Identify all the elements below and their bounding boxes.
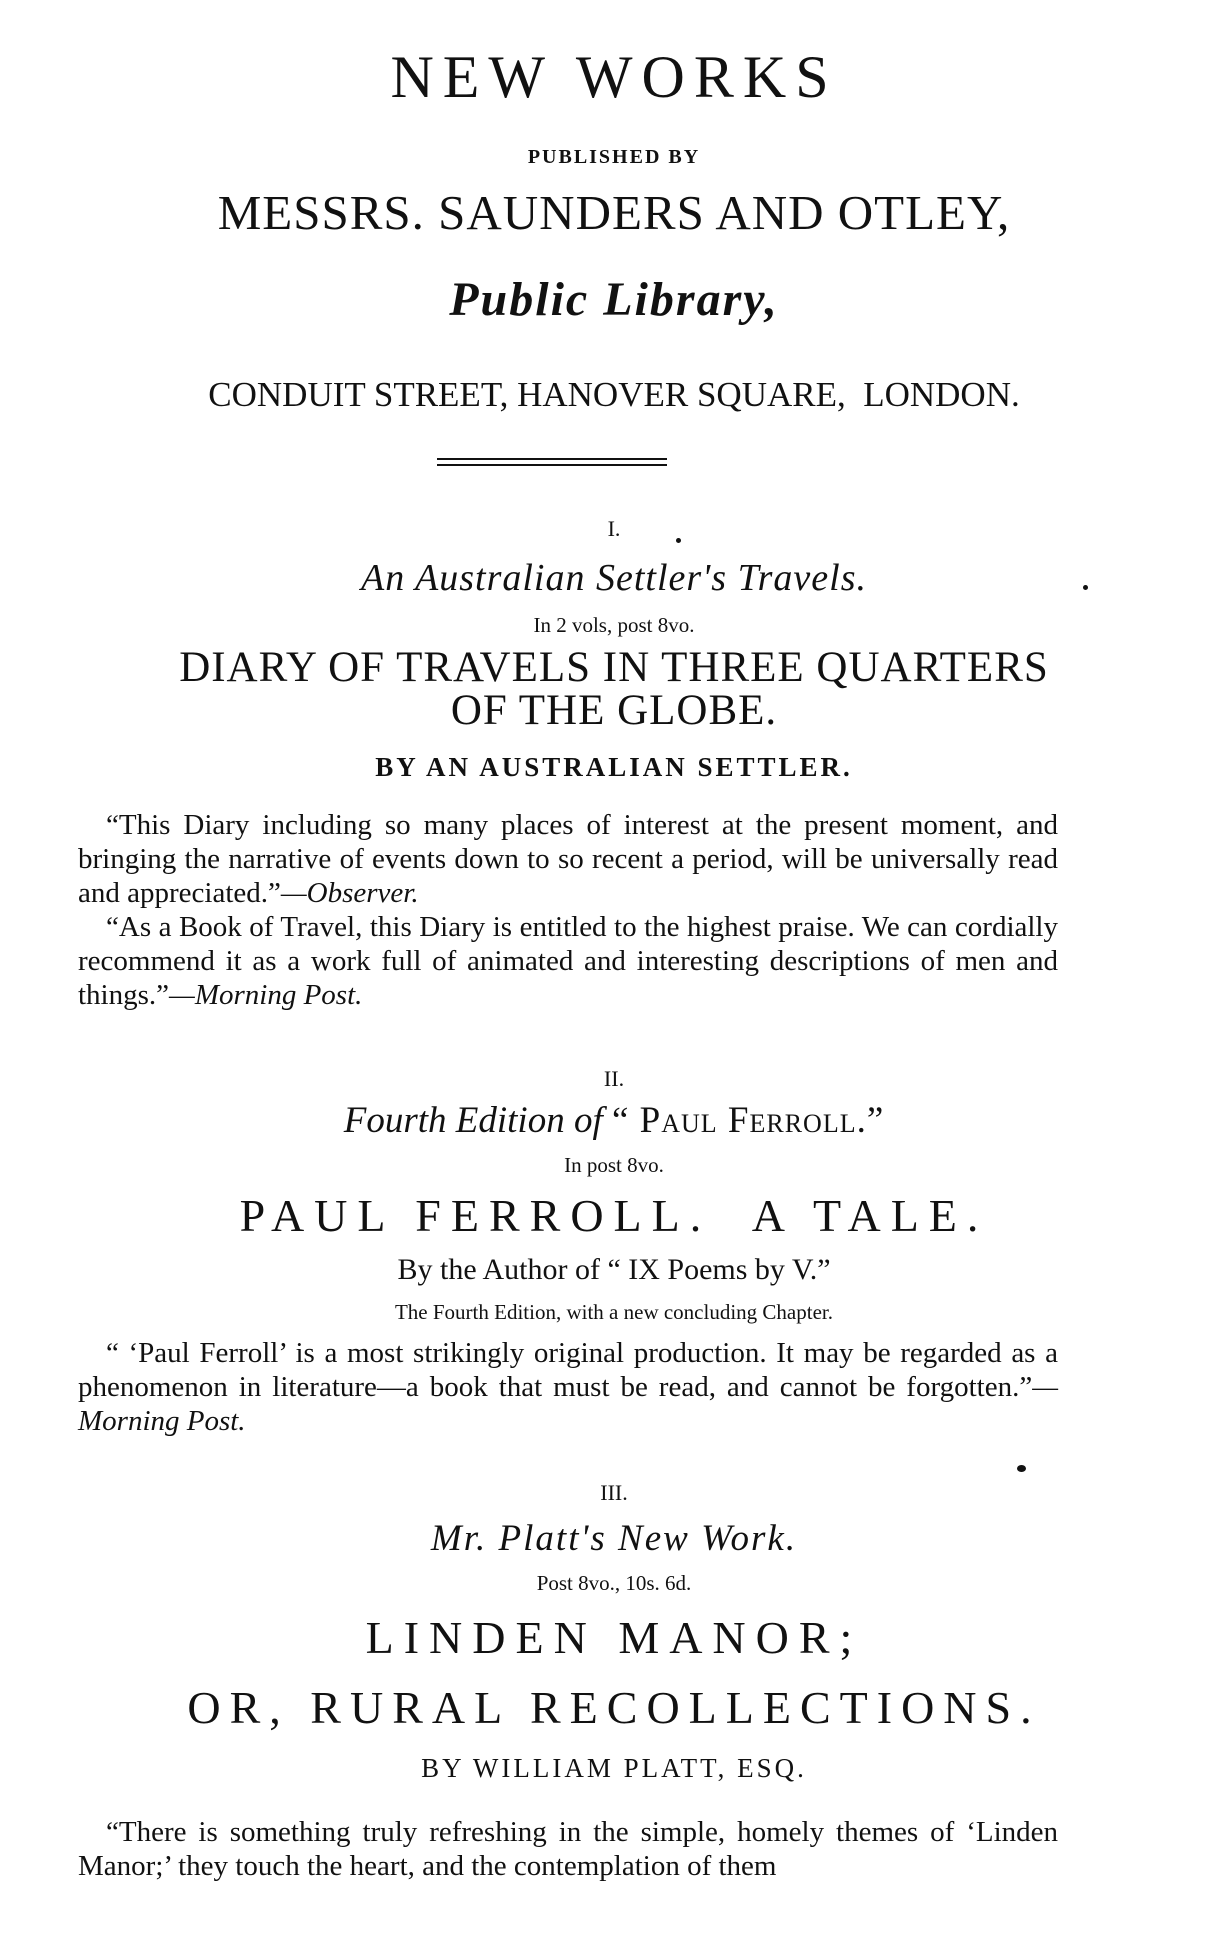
work-edition-note: The Fourth Edition, with a new concluding Chapter. (394, 1300, 833, 1324)
ink-speck (1083, 585, 1088, 590)
double-rule-bottom (437, 464, 667, 466)
work-author: BY AN AUSTRALIAN SETTLER. (375, 752, 853, 782)
review-quote (78, 1815, 1058, 1883)
work-numeral: I. (607, 516, 621, 541)
review-quote (78, 910, 1058, 1012)
work-format: In post 8vo. (564, 1153, 664, 1177)
review-text: “ ‘Paul Ferroll’ is a most strikingly original production. It may be regarded as a phenomenon in literature—a book that must be read, and cannot be forgotten.” (78, 1337, 1058, 1403)
ink-speck (1017, 1465, 1026, 1472)
work-title: LINDEN MANOR; (365, 1612, 863, 1663)
library-name: Public Library, (449, 273, 779, 326)
ink-speck (676, 538, 681, 543)
review-source: —Observer. (280, 877, 419, 909)
work-title: DIARY OF TRAVELS IN THREE QUARTERS (179, 644, 1049, 691)
work-heading-quote: “ Paul Ferroll.” (611, 1100, 885, 1141)
review-block (78, 1336, 1058, 1438)
review-source: —Morning Post. (169, 979, 363, 1011)
work-heading (0, 1098, 1228, 1144)
double-rule-top (437, 458, 667, 460)
publisher-name: MESSRS. SAUNDERS AND OTLEY, (217, 185, 1011, 240)
work-title-continued: OF THE GLOBE. (450, 687, 778, 734)
review-quote (78, 808, 1058, 910)
work-author: BY WILLIAM PLATT, ESQ. (421, 1753, 807, 1783)
page-title: NEW WORKS (390, 44, 838, 110)
review-text: “This Diary including so many places of interest at the present moment, and bringing the narrative of events down to so recent a period, will be universally read and appreciated.” (78, 809, 1058, 909)
work-numeral: III. (600, 1480, 628, 1505)
work-title: PAUL FERROLL. A TALE. (239, 1190, 989, 1241)
review-block (78, 1815, 1058, 1883)
work-numeral: II. (603, 1066, 625, 1091)
published-by-label: PUBLISHED BY (527, 146, 701, 168)
review-block (78, 808, 1058, 1012)
work-format: Post 8vo., 10s. 6d. (536, 1571, 692, 1595)
review-text: “There is something truly refreshing in the simple, homely themes of ‘Linden Manor;’ they touch the heart, and the contemplation of them (78, 1816, 1058, 1882)
review-source: —Morning Post. (78, 1371, 1058, 1437)
work-format: In 2 vols, post 8vo. (533, 613, 695, 637)
work-heading-italic: Fourth Edition of (343, 1100, 603, 1141)
publisher-address: CONDUIT STREET, HANOVER SQUARE, LONDON. (208, 375, 1020, 414)
work-byline: By the Author of “ IX Poems by V.” (397, 1253, 831, 1286)
work-heading: An Australian Settler's Travels. (361, 557, 867, 599)
work-heading: Mr. Platt's New Work. (430, 1518, 798, 1559)
work-title-continued: OR, RURAL RECOLLECTIONS. (187, 1682, 1041, 1733)
review-text: “As a Book of Travel, this Diary is entitled to the highest praise. We can cordially recommend it as a work full of animated and interesting descriptions of men and things.” (78, 911, 1058, 1011)
review-quote (78, 1336, 1058, 1438)
